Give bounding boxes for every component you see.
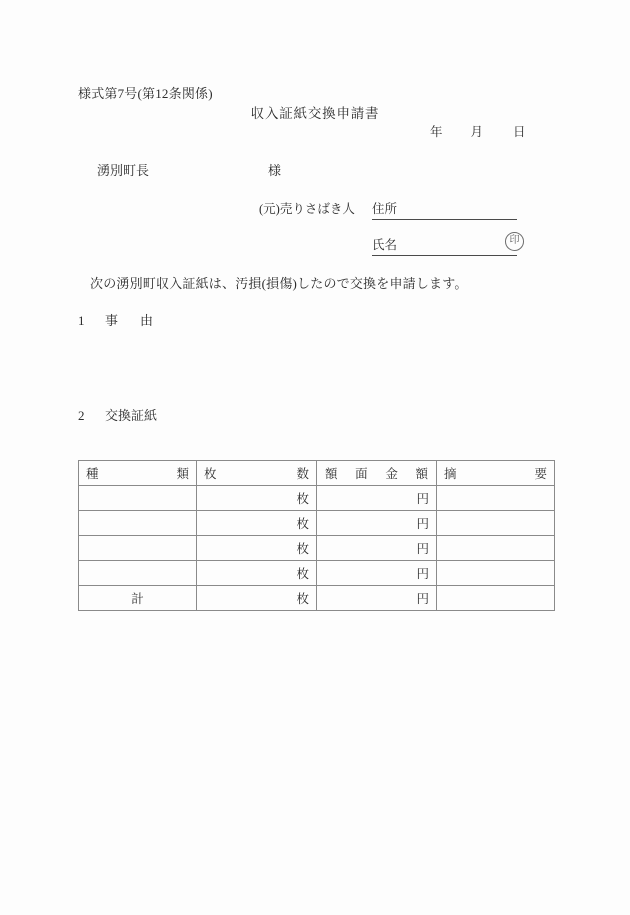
header-count-left: 枚 <box>204 467 217 481</box>
cell-remarks[interactable] <box>437 536 555 561</box>
header-remarks-left: 摘 <box>444 467 457 481</box>
cell-type[interactable] <box>79 486 197 511</box>
cell-count-unit[interactable]: 枚 <box>197 486 317 511</box>
cell-value-unit[interactable]: 円 <box>317 511 437 536</box>
name-label: 氏名 <box>372 238 398 252</box>
section-number: 2 <box>78 408 85 423</box>
cell-value-unit[interactable]: 円 <box>317 561 437 586</box>
header-cell-face-value <box>317 461 437 486</box>
date-month-label: 月 <box>470 125 484 139</box>
cell-total-value-unit[interactable]: 円 <box>317 586 437 611</box>
statement-text: 次の湧別町収入証紙は、汚損(損傷)したので交換を申請します。 <box>90 276 468 291</box>
cell-type[interactable] <box>79 536 197 561</box>
header-cell-remarks <box>437 461 555 486</box>
cell-total-remarks[interactable] <box>437 586 555 611</box>
table-row <box>79 561 555 586</box>
section-title-char-2: 由 <box>140 313 154 328</box>
header-count-right: 数 <box>296 467 309 481</box>
name-field[interactable] <box>372 235 517 256</box>
addressee-name: 湧別町長 <box>97 163 150 178</box>
cell-value-unit[interactable]: 円 <box>317 536 437 561</box>
cell-count-unit[interactable]: 枚 <box>197 511 317 536</box>
section-title: 交換証紙 <box>105 408 158 423</box>
header-cell-count <box>197 461 317 486</box>
header-face-value-char-1: 額 <box>325 467 338 481</box>
exchange-stamps-table <box>78 460 555 611</box>
cell-count-unit[interactable]: 枚 <box>197 536 317 561</box>
cell-remarks[interactable] <box>437 511 555 536</box>
date-day-label: 日 <box>513 125 526 139</box>
table-total-row <box>79 586 555 611</box>
header-remarks-right: 要 <box>534 467 547 481</box>
header-cell-type <box>79 461 197 486</box>
cell-remarks[interactable] <box>437 561 555 586</box>
cell-type[interactable] <box>79 511 197 536</box>
header-face-value-char-3: 金 <box>385 467 398 481</box>
seal-icon: 印 <box>505 232 524 251</box>
header-type-right: 類 <box>176 467 189 481</box>
address-label: 住所 <box>372 202 398 216</box>
addressee-honorific: 様 <box>268 163 282 178</box>
table-row <box>79 511 555 536</box>
cell-value-unit[interactable]: 円 <box>317 486 437 511</box>
date-line <box>430 122 526 140</box>
section-number: 1 <box>78 313 85 328</box>
address-field[interactable] <box>372 199 517 220</box>
section-heading-reason <box>78 310 153 329</box>
section-heading-exchange-stamps <box>78 405 157 424</box>
section-title-char-1: 事 <box>105 313 119 328</box>
table-row <box>79 486 555 511</box>
table-header-row <box>79 461 555 486</box>
cell-total-count-unit[interactable]: 枚 <box>197 586 317 611</box>
header-type-left: 種 <box>86 467 99 481</box>
cell-remarks[interactable] <box>437 486 555 511</box>
cell-type[interactable] <box>79 561 197 586</box>
header-face-value-char-2: 面 <box>355 467 368 481</box>
form-number: 様式第7号(第12条関係) <box>78 86 213 101</box>
table-row <box>79 536 555 561</box>
cell-total-label: 計 <box>79 586 197 611</box>
date-year-label: 年 <box>430 125 443 139</box>
document-title: 収入証紙交換申請書 <box>250 106 380 121</box>
applicant-role-label: (元)売りさばき人 <box>259 202 355 216</box>
header-face-value-char-4: 額 <box>415 467 428 481</box>
cell-count-unit[interactable]: 枚 <box>197 561 317 586</box>
